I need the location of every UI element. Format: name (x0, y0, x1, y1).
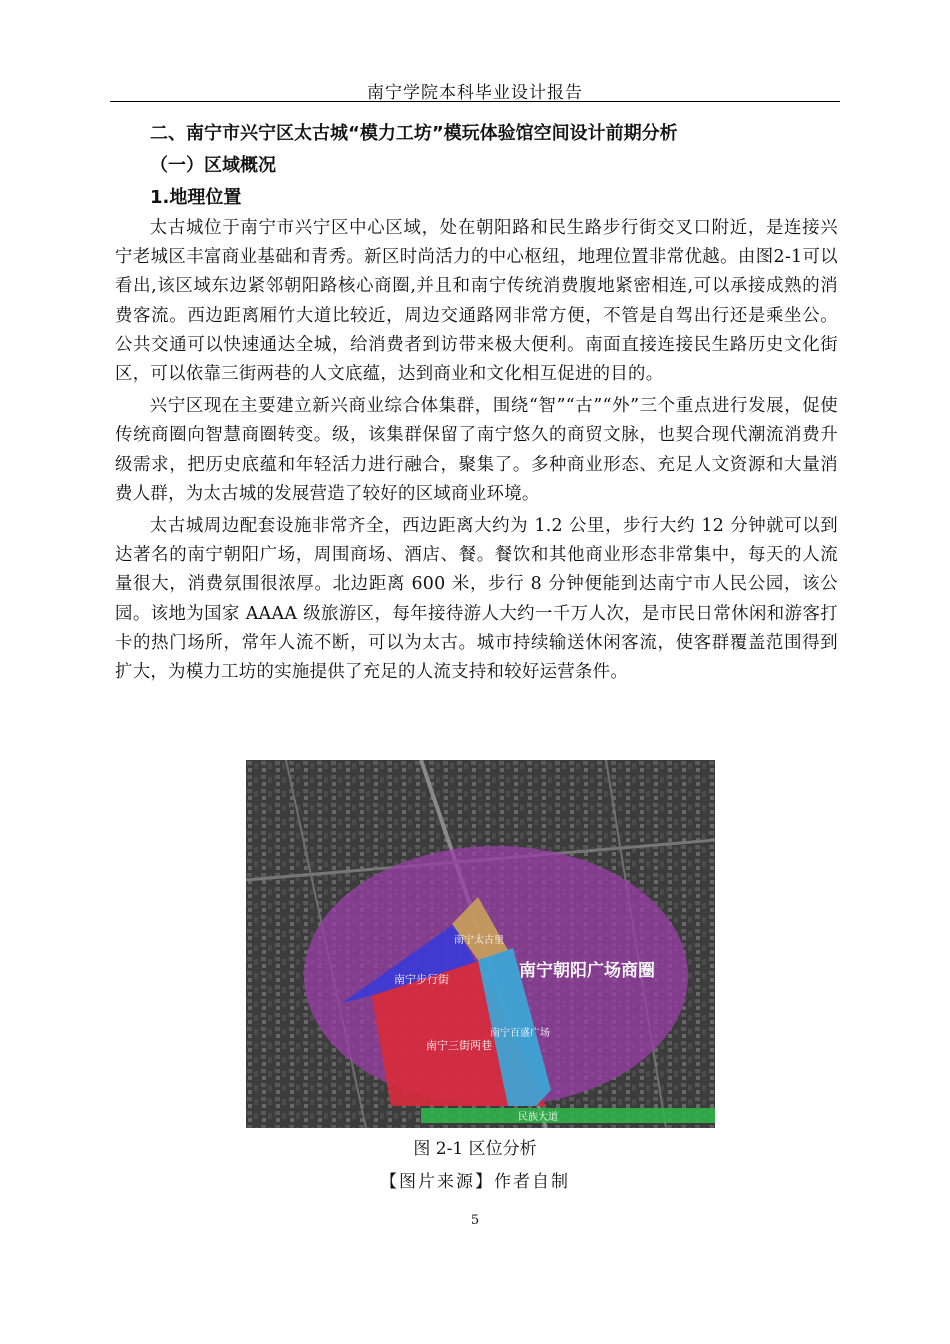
label-baisheng: 南宁百盛广场 (490, 1028, 550, 1039)
label-taigu: 南宁太古里 (454, 935, 504, 946)
label-road: 民族大道 (518, 1112, 558, 1123)
page-number: 5 (470, 1213, 480, 1228)
label-sanjie: 南宁三街两巷 (426, 1039, 492, 1052)
paragraph: 兴宁区现在主要建立新兴商业综合体集群，围绕“智”“古”“外”三个重点进行发展，促使传统商圈向智慧商圈转变。级，该集群保留了南宁悠久的商贸文脉，也契合现代潮流消费升级需求，把历史底蕴和年轻活力进行融合，聚集了。多种商业形态、充足人文资源和大量消费人群，为太古城的发展营造了较好的区域商业环境。 (115, 396, 838, 504)
header-rule (110, 101, 840, 102)
figure-caption: 图 2-1 区位分析 (413, 1139, 537, 1159)
body-content (115, 118, 838, 687)
location-map-figure (246, 760, 715, 1128)
section-heading: 二、南宁市兴宁区太古城“模力工坊”模玩体验馆空间设计前期分析 (150, 123, 678, 144)
label-walking-street: 南宁步行街 (394, 973, 449, 986)
subsection-heading: （一）区域概况 (150, 155, 276, 176)
map-image (246, 760, 715, 1128)
road-band (421, 1108, 715, 1123)
page-header: 南宁学院本科毕业设计报告 (367, 83, 583, 103)
paragraph: 太古城位于南宁市兴宁区中心区域，处在朝阳路和民生路步行街交叉口附近，是连接兴宁老城区丰富商业基础和青秀。新区时尚活力的中心枢纽，地理位置非常优越。由图2-1可以看出,该区域东边紧邻朝阳路核心商圈,并且和南宁传统消费腹地紧密相连,可以承接成熟的消费客流。西边距离厢竹大道比较近，周边交通路网非常方便，不管是自驾出行还是乘坐公。公共交通可以快速通达全城，给消费者到访带来极大便利。南面直接连接民生路历史文化街区，可以依靠三街两巷的人文底蕴，达到商业和文化相互促进的目的。 (115, 218, 838, 385)
sub-subsection-heading: 1.地理位置 (150, 187, 242, 208)
paragraph: 太古城周边配套设施非常齐全，西边距离大约为 1.2 公里，步行大约 12 分钟就可以到达著名的南宁朝阳广场，周围商场、酒店、餐。餐饮和其他商业形态非常集中，每天的人流量很大，消费氛围很浓厚。北边距离 600 米，步行 8 分钟便能到达南宁市人民公园，该公园。该地为国家 AAAA 级旅游区，每年接待游人大约一千万人次，是市民日常休闲和游客打卡的热门场所，常年人流不断，可以为太古。城市持续输送休闲客流，使客群覆盖范围得到扩大，为模力工坊的实施提供了充足的人流支持和较好运营条件。 (115, 516, 838, 683)
label-main-area: 南宁朝阳广场商圈 (519, 961, 655, 981)
figure-source: 【图片来源】作者自制 (380, 1172, 570, 1192)
